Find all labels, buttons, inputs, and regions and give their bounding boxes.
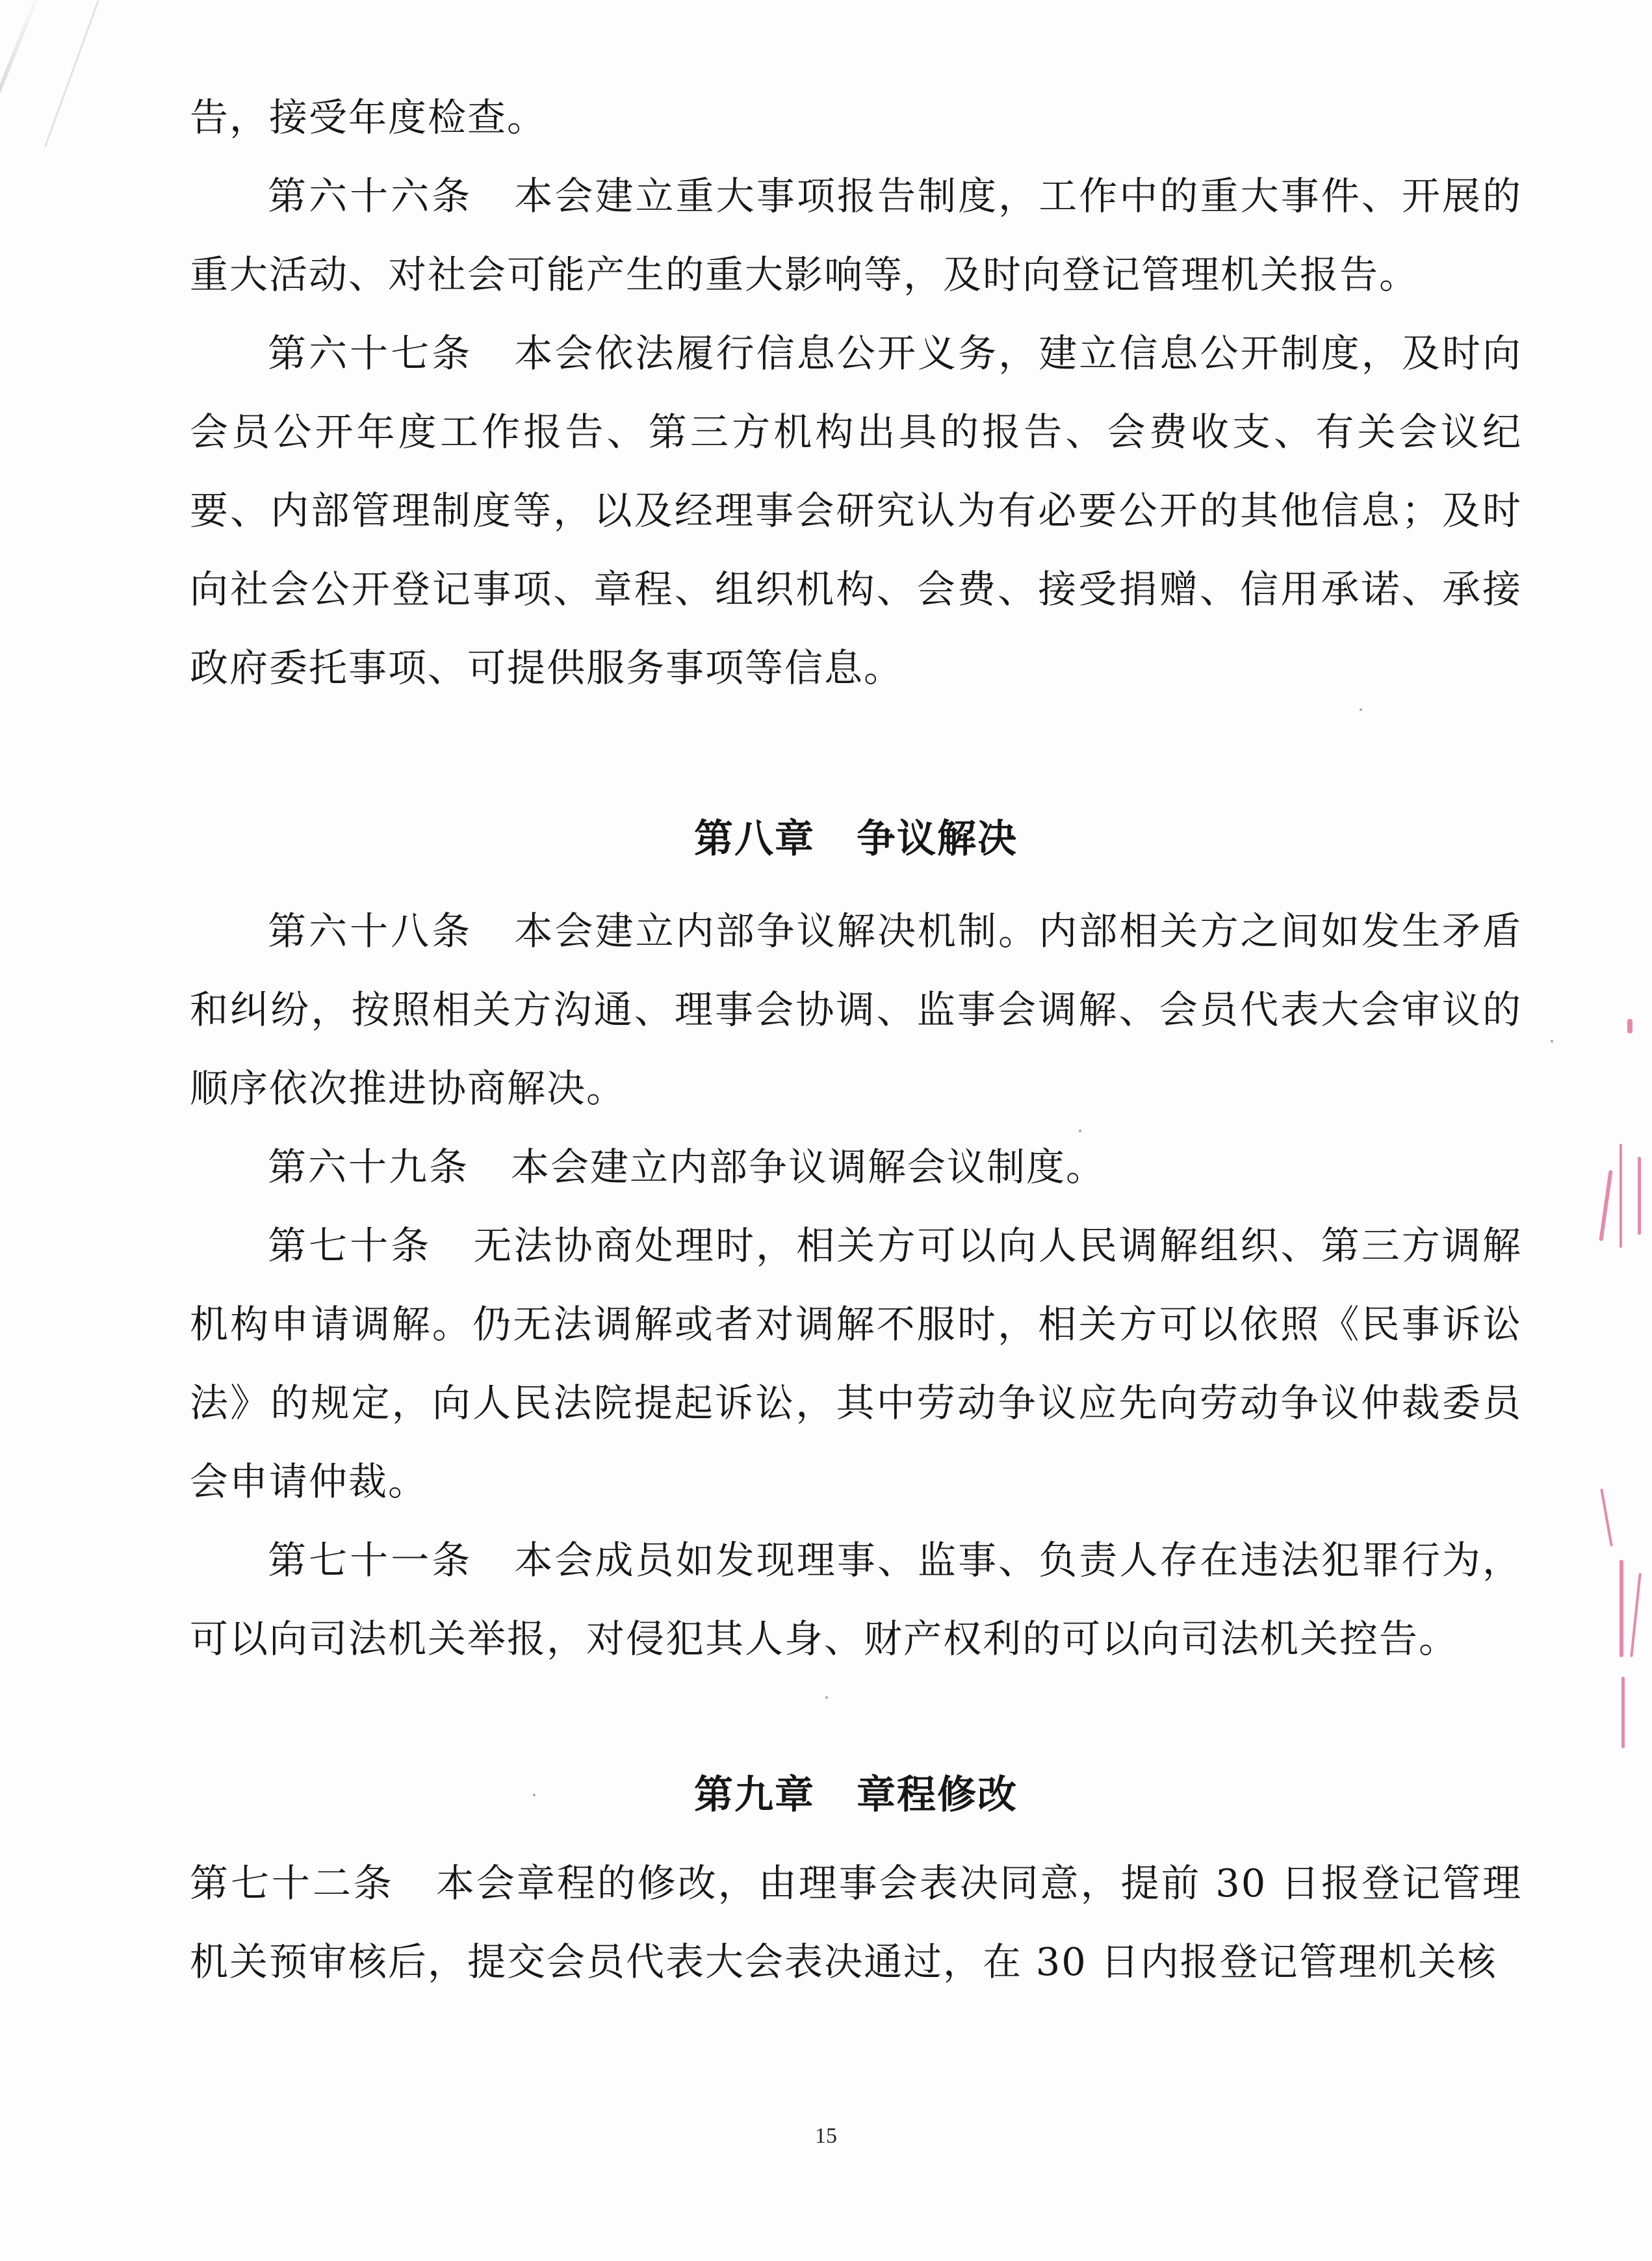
paragraph-continuation — [190, 78, 1522, 157]
article-67 — [190, 314, 1522, 707]
seal-bleed-mark — [1621, 1677, 1625, 1748]
article-number: 第六十九条 — [268, 1144, 470, 1189]
article-text: 本会建立内部争议解决机制。内部相关方之间如发生矛盾和纠纷，按照相关方沟通、理事会协调、监事会调解、会员代表大会审议的顺序依次推进协商解决。 — [190, 909, 1522, 1111]
chapter-title: 章程修改 — [857, 1772, 1018, 1818]
article-68 — [190, 892, 1522, 1128]
chapter-heading-9 — [190, 1756, 1522, 1835]
page-number: 15 — [815, 2124, 837, 2148]
seal-bleed-mark — [1630, 1573, 1642, 1657]
article-text: 本会依法履行信息公开义务，建立信息公开制度，及时向会员公开年度工作报告、第三方机构出具的报告、会费收支、有关会议纪要、内部管理制度等，以及经理事会研究认为有必要公开的其他信息；及时向社会公开登记事项、章程、组织机构、会费、接受捐赠、信用承诺、承接政府委托事项、可提供服务事项等信息。 — [190, 331, 1522, 690]
article-number: 第七十二条 — [190, 1861, 394, 1906]
article-72 — [190, 1844, 1522, 2001]
paragraph-text: 告，接受年度检查。 — [190, 95, 547, 140]
article-number: 第七十一条 — [268, 1538, 473, 1583]
article-number: 第六十六条 — [268, 174, 473, 218]
article-66 — [190, 157, 1522, 314]
article-number: 第七十条 — [268, 1223, 432, 1268]
scan-speck — [1079, 1130, 1081, 1132]
chapter-title: 争议解决 — [857, 816, 1018, 862]
chapter-number: 第九章 — [694, 1772, 815, 1818]
article-70 — [190, 1206, 1522, 1521]
seal-bleed-mark — [1627, 1019, 1633, 1033]
article-69 — [190, 1128, 1522, 1206]
seal-bleed-mark — [1599, 1170, 1612, 1241]
scan-speck — [825, 1696, 828, 1699]
article-text: 本会章程的修改，由理事会表决同意，提前 30 日报登记管理机关预审核后，提交会员代表大会表决通过，在 30 日内报登记管理机关核 — [190, 1861, 1522, 1984]
article-71 — [190, 1521, 1522, 1678]
seal-bleed-mark — [1638, 1157, 1641, 1235]
seal-bleed-mark — [1620, 1144, 1622, 1248]
article-text: 本会建立内部争议调解会议制度。 — [511, 1144, 1106, 1189]
article-number: 第六十七条 — [268, 331, 473, 376]
article-text: 本会建立重大事项报告制度，工作中的重大事件、开展的重大活动、对社会可能产生的重大影响等，及时向登记管理机关报告。 — [190, 174, 1522, 297]
seal-bleed-mark — [1620, 1560, 1623, 1657]
chapter-heading-8 — [190, 800, 1522, 879]
article-text: 无法协商处理时，相关方可以向人民调解组织、第三方调解机构申请调解。仍无法调解或者对调解不服时，相关方可以依照《民事诉讼法》的规定，向人民法院提起诉讼，其中劳动争议应先向劳动争议仲裁委员会申请仲裁。 — [190, 1223, 1522, 1504]
document-body — [190, 78, 1522, 2001]
chapter-number: 第八章 — [694, 816, 815, 862]
article-number: 第六十八条 — [268, 909, 473, 953]
article-text: 本会成员如发现理事、监事、负责人存在违法犯罪行为，可以向司法机关举报，对侵犯其人身、财产权利的可以向司法机关控告。 — [190, 1538, 1522, 1661]
scan-edge-artifact — [0, 0, 43, 242]
scan-edge-artifact-secondary — [44, 0, 99, 148]
seal-bleed-mark — [1600, 1488, 1613, 1546]
scan-speck — [533, 1794, 536, 1796]
scan-speck — [1551, 1040, 1553, 1042]
scan-speck — [1360, 708, 1362, 711]
